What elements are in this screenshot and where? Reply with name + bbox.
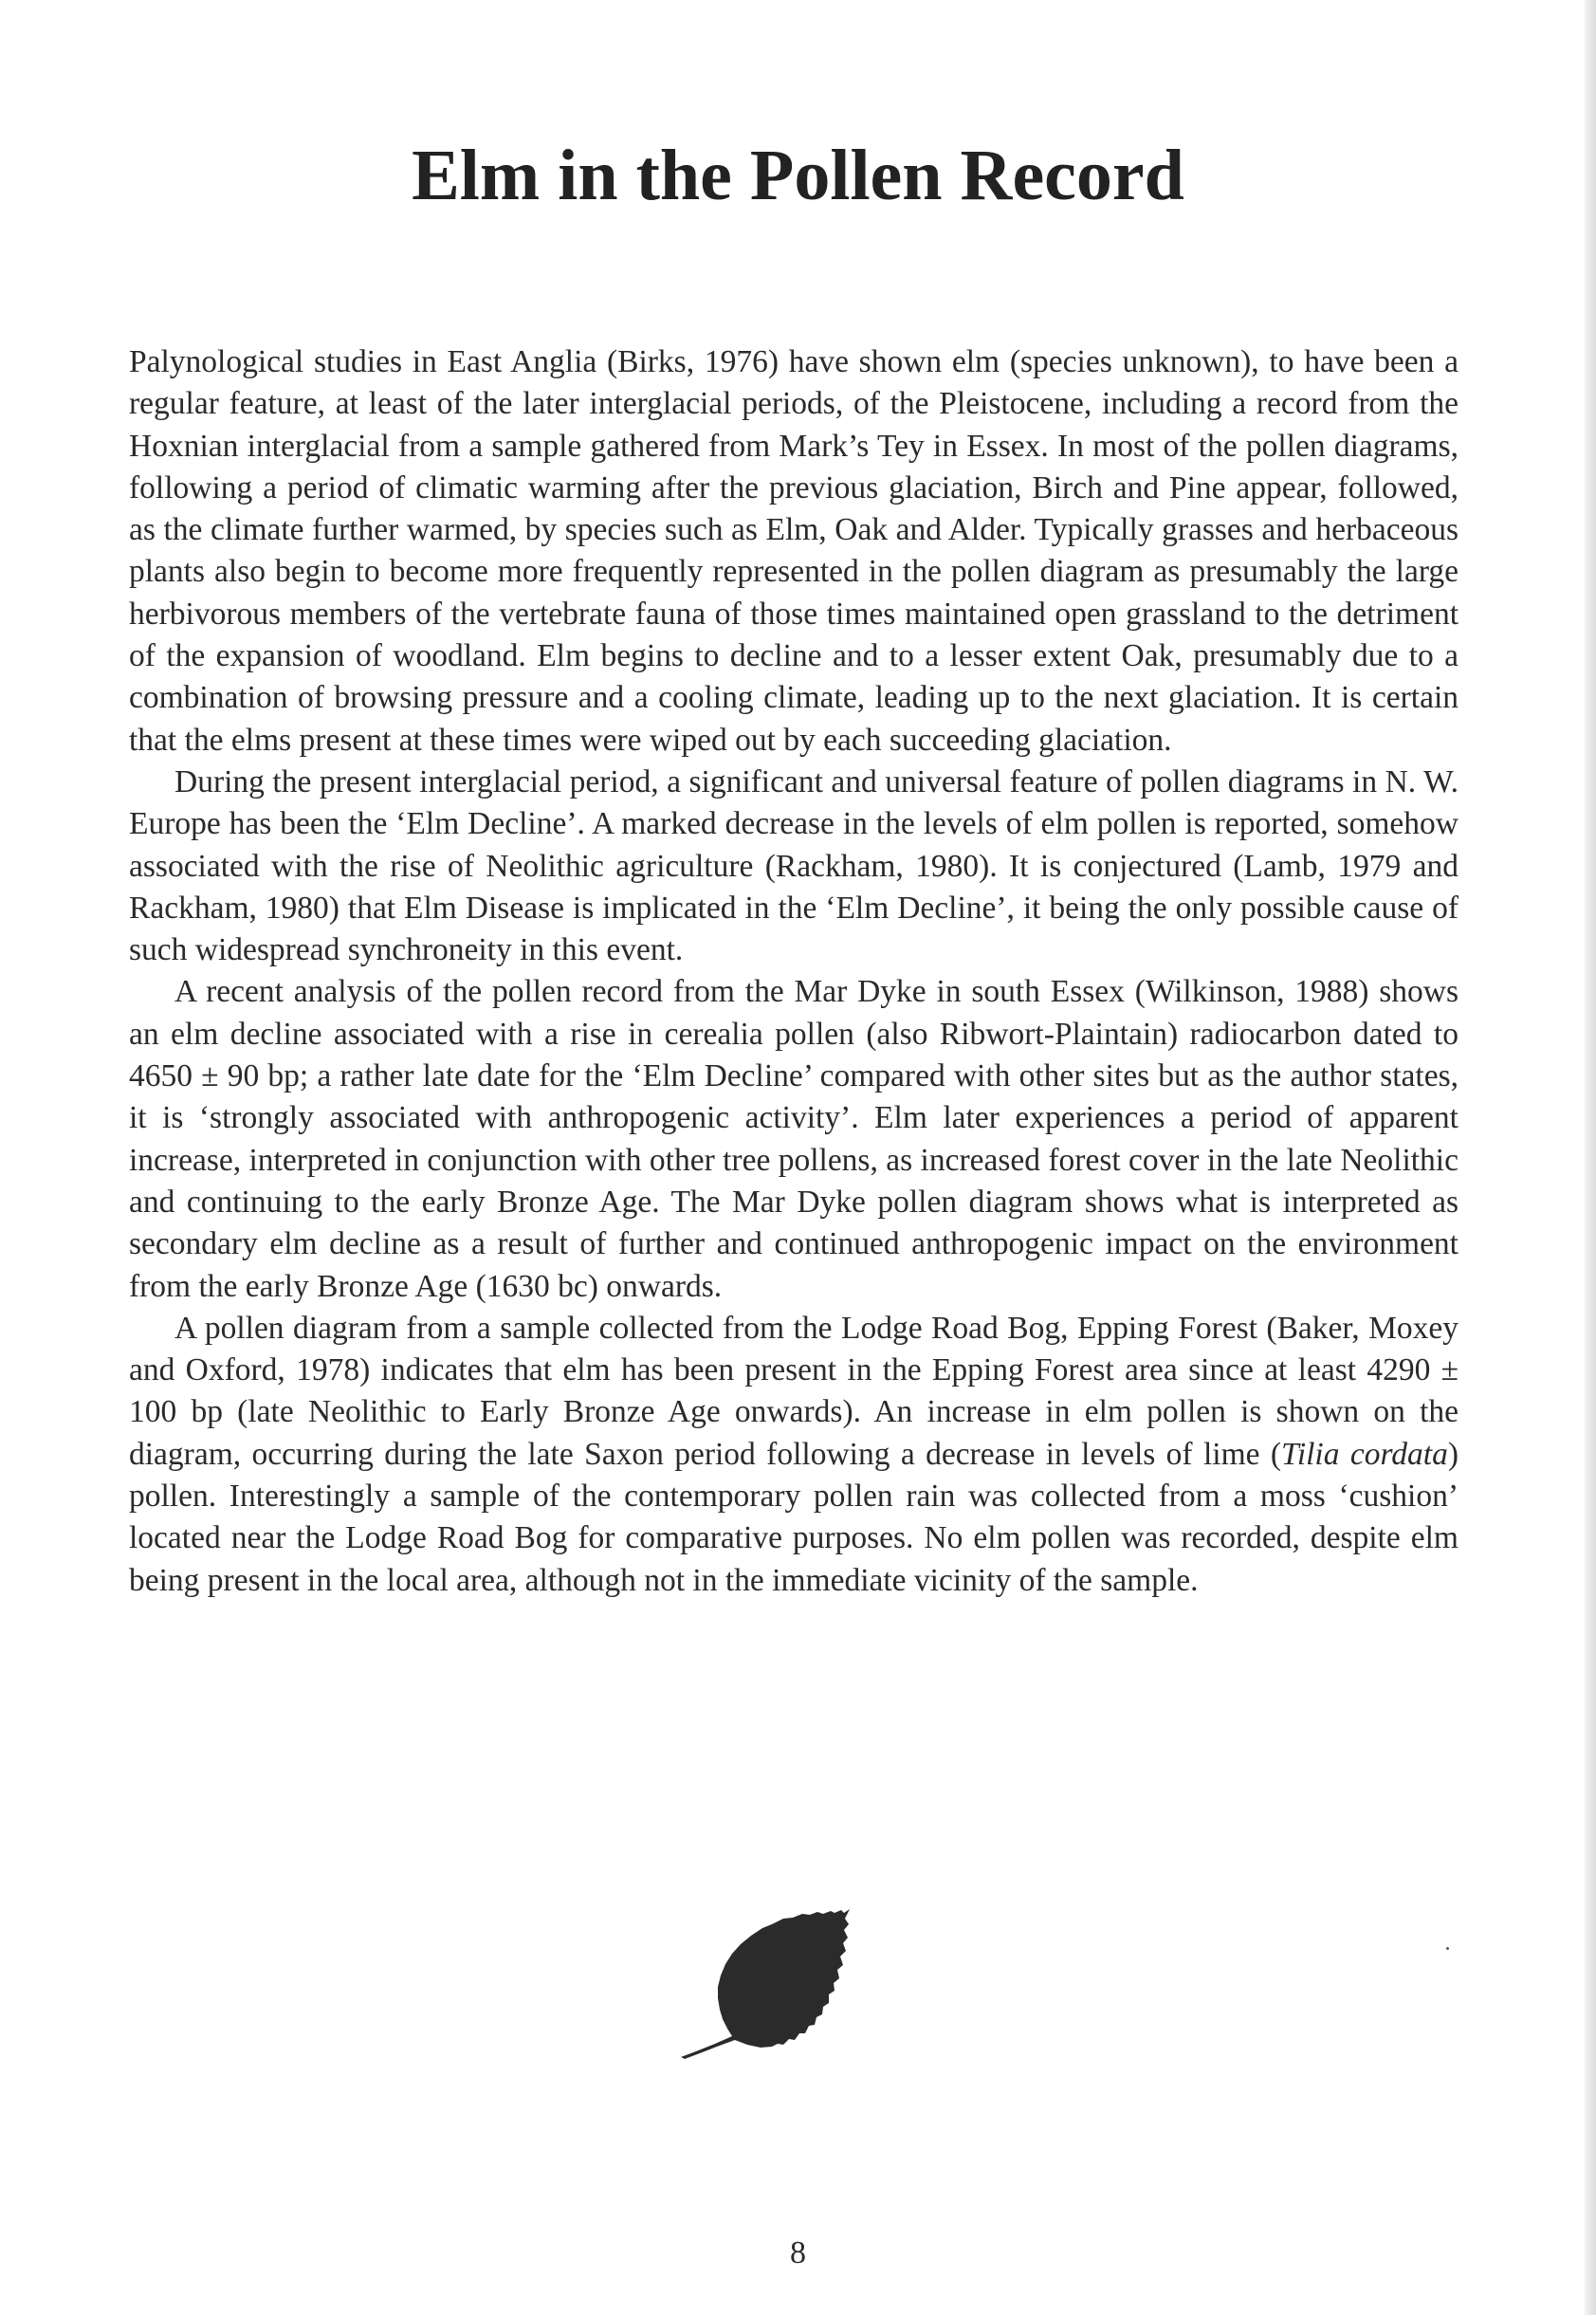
page-edge-shadow <box>1585 0 1596 2315</box>
paper-speck <box>1446 1947 1449 1950</box>
paragraph-4 <box>129 1308 1458 1602</box>
paragraph-4-part-2: ) pollen. Interestingly a sample of the contemporary pollen rain was collected from a moss ‘cushion’ located near the Lodge Road Bog for comparative purposes. No elm pollen was recorded, despite elm being present in the local area, although not in the immediate vicinity of the sample. <box>129 1436 1458 1598</box>
paragraph-3: A recent analysis of the pollen record from the Mar Dyke in south Essex (Wilkinson, 1988) shows an elm decline associated with a rise in cerealia pollen (also Ribwort-Plaintain) radiocarbon dated to 4650 ± 90 bp; a rather late date for the ‘Elm Decline’ compared with other sites but as the author states, it is ‘strongly associated with anthropogenic activity’. Elm later experiences a period of apparent increase, interpreted in conjunction with other tree pollens, as increased forest cover in the late Neolithic and continuing to the early Bronze Age. The Mar Dyke pollen diagram shows what is interpreted as secondary elm decline as a result of further and continued anthropogenic impact on the environment from the early Bronze Age (1630 bc) onwards. <box>129 974 1458 1304</box>
species-name: Tilia cordata <box>1281 1436 1448 1472</box>
paragraph-1: Palynological studies in East Anglia (Birks, 1976) have shown elm (species unknown), to have been a regular feature, at least of the later interglacial periods, of the Pleistocene, including a record from the Hoxnian interglacial from a sample gathered from Mark’s Tey in Essex. In most of the pollen diagrams, following a period of climatic warming after the previous glaciation, Birch and Pine appear, followed, as the climate further warmed, by species such as Elm, Oak and Alder. Typically grasses and herbaceous plants also begin to become more frequently represented in the pollen diagram as presumably the large herbivorous members of the vertebrate fauna of those times maintained open grassland to the detriment of the expansion of woodland. Elm begins to decline and to a lesser extent Oak, presumably due to a combination of browsing pressure and a cooling climate, leading up to the next glaciation. It is certain that the elms present at these times were wiped out by each succeeding glaciation. <box>129 344 1458 758</box>
page-number: 8 <box>790 2235 806 2270</box>
paragraph-2: During the present interglacial period, a significant and universal feature of pollen diagrams in N. W. Europe has been the ‘Elm Decline’. A marked decrease in the levels of elm pollen is reported, somehow associated with the rise of Neolithic agriculture (Rackham, 1980). It is conjectured (Lamb, 1979 and Rackham, 1980) that Elm Disease is implicated in the ‘Elm Decline’, it being the only possible cause of such widespread synchroneity in this event. <box>129 763 1458 968</box>
article-body <box>129 341 1458 1602</box>
page-title: Elm in the Pollen Record <box>412 136 1184 215</box>
elm-leaf-icon <box>645 1902 853 2072</box>
paragraph-4-part-1: A pollen diagram from a sample collected from the Lodge Road Bog, Epping Forest (Baker, Moxey and Oxford, 1978) indicates that elm has been present in the Epping Forest area since at least 4290 ± 100 bp (late Neolithic to Early Bronze Age onwards). An increase in elm pollen is shown on the diagram, occurring during the late Saxon period following a decrease in levels of lime ( <box>129 1310 1458 1472</box>
